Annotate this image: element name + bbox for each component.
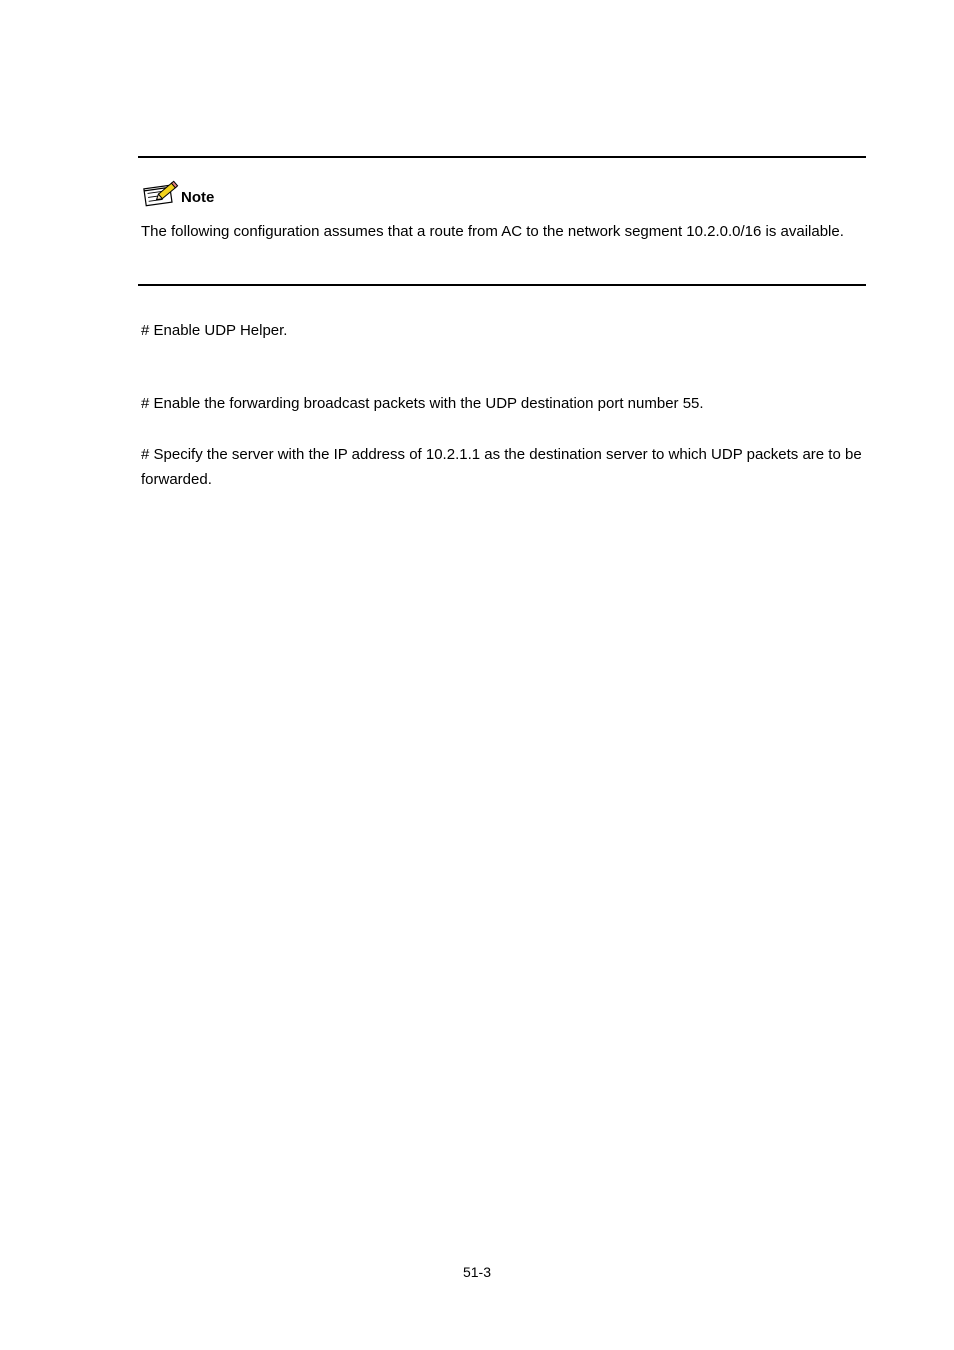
note-header <box>142 176 214 208</box>
note-text: The following configuration assumes that a route from AC to the network segment 10.2.0.0/16 is available. <box>141 223 844 240</box>
note-label: Note <box>181 189 215 206</box>
note-top-rule <box>138 156 866 158</box>
step-specify-server: # Specify the server with the IP address of 10.2.1.1 as the destination server to which UDP packets are to be forwarded. <box>141 446 862 488</box>
note-box <box>138 156 866 286</box>
page-number: 51-3 <box>462 1264 492 1280</box>
step-enable-udp-helper: # Enable UDP Helper. <box>141 322 288 339</box>
note-pencil-icon <box>142 178 180 208</box>
step-enable-forwarding: # Enable the forwarding broadcast packets with the UDP destination port number 55. <box>141 395 704 412</box>
note-bottom-rule <box>138 284 866 286</box>
